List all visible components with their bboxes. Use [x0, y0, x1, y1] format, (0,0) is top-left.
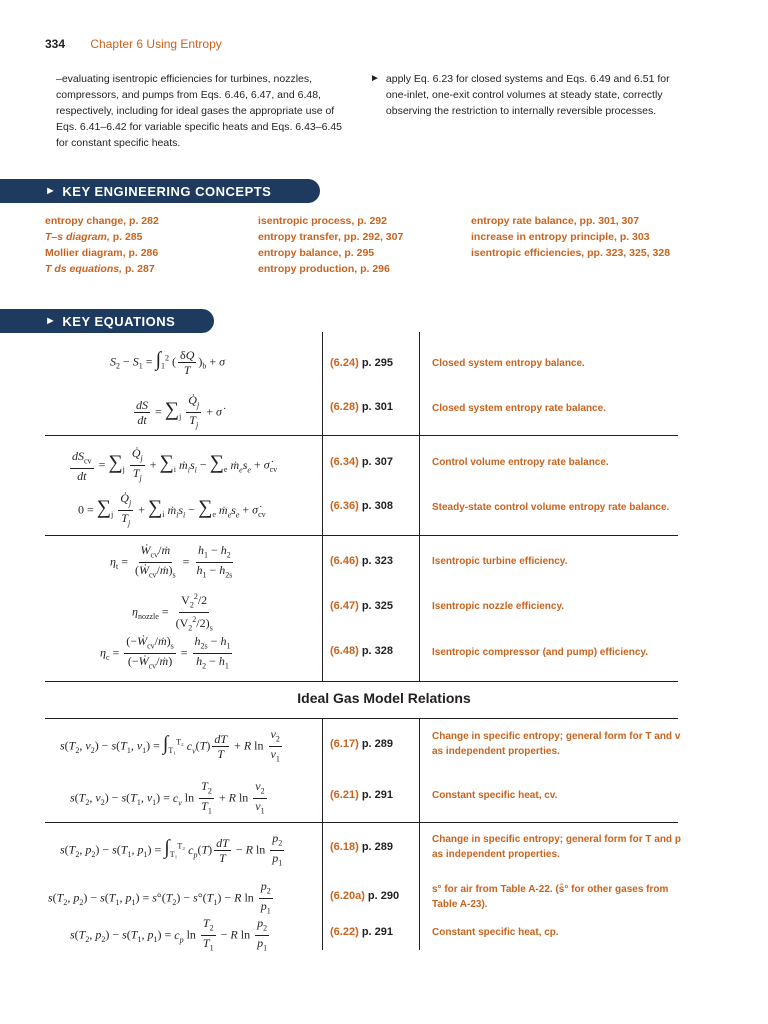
chapter-title: Chapter 6 Using Entropy [90, 37, 222, 51]
eq-description: Constant specific heat, cp. [432, 927, 559, 938]
equation-6-24: $S_2 - S_1 = \int_1^2$ ( $\frac{\delta Q}{T}$ )$_b + \sigma$ [110, 348, 226, 377]
equation-6-34: $\frac{dS_{cv}}{dt}$ = $\sum_j$ $\frac{Q̇_j}{T_j}$ + $\sum_i$ $ṁ_is_i - \sum_e$ $ṁ_es_e$ + $\sigmȧ_{cv}$ [72, 446, 278, 484]
equation-6-46: $\eta_t$ = $\frac{Ẇ_{cv}/ṁ}{(Ẇ_{cv}/ṁ)_s}$ = $\frac{h_1 - h_2}{h_1 - h_{2s}}$ [110, 543, 233, 580]
banner-triangle-icon: ► [45, 315, 57, 327]
equation-6-21: $s(T_2$, $v_2) - s(T_1$, $v_1) = c_v$ ln $\frac{T_2}{T_1}$ + R ln $\frac{v_2}{v_1}$ [70, 779, 265, 816]
eq-ref: (6.20a) p. 290 [330, 890, 400, 902]
ideal-gas-subheading: Ideal Gas Model Relations [297, 690, 471, 706]
row-divider [45, 435, 678, 436]
row-divider [45, 718, 678, 719]
concepts-grid [45, 213, 735, 277]
equation-6-48: $\eta_c$ = $\frac{(-Ẇ_{cv}/ṁ)_s}{(-Ẇ_{cv}/ṁ)}$ = $\frac{h_{2s} - h_1}{h_2 - h_1}$ [100, 634, 231, 671]
equation-6-28: $\frac{dS}{dt}$ = $\sum_j$ $\frac{Q̇_j}{T_j}$ + σ̇ [136, 393, 222, 430]
key-concepts-banner [0, 179, 320, 203]
eq-ref: (6.36) p. 308 [330, 500, 393, 512]
bullet-right [370, 71, 690, 119]
bullet-triangle-icon: ► [370, 73, 380, 84]
concept-item: isentropic efficiencies, pp. 323, 325, 328 [471, 247, 671, 259]
bullet-right-text: apply Eq. 6.23 for closed systems and Eqs. 6.49 and 6.51 for one-inlet, one-exit control volumes at steady state, correctly observing the restriction to internally reversible processes. [385, 73, 670, 117]
eq-description: Change in specific entropy; general form for T and p as independent properties. [432, 834, 681, 860]
row-divider [45, 535, 678, 536]
concept-item: entropy production, p. 296 [258, 263, 390, 275]
eq-description: Isentropic nozzle efficiency. [432, 601, 565, 612]
key-concepts-title: KEY ENGINEERING CONCEPTS [62, 183, 272, 199]
concept-item: increase in entropy principle, p. 303 [471, 231, 650, 243]
equation-6-47: $\eta_{nozzle}$ = $\frac{V_2^2/2}{(V_2^2/2)_s}$ [132, 592, 213, 633]
eq-ref: (6.18) p. 289 [330, 841, 393, 853]
eq-ref: (6.22) p. 291 [330, 926, 393, 938]
row-divider [45, 681, 678, 682]
eq-description: Change in specific entropy; general form for T and v as independent properties. [432, 731, 681, 757]
concept-item: Mollier diagram, p. 286 [45, 247, 159, 259]
column-divider [419, 332, 420, 682]
concept-item: entropy balance, p. 295 [258, 247, 375, 259]
eq-description: Isentropic turbine efficiency. [432, 556, 568, 567]
row-divider [45, 822, 678, 823]
key-equations-title: KEY EQUATIONS [62, 313, 176, 329]
column-divider [419, 718, 420, 950]
equation-6-17: $s(T_2$, $v_2) - s(T_1$, $v_1) = \int_{T_1}^{T_2}$ $c_v(T)$ $\frac{dT}{T}$ + R ln $\frac{v_2}{v_1}$ [60, 727, 280, 764]
eq-ref: (6.46) p. 323 [330, 555, 393, 567]
eq-ref: (6.28) p. 301 [330, 401, 393, 413]
concept-item: entropy transfer, pp. 292, 307 [258, 231, 404, 243]
eq-description: s° for air from Table A-22. (s̄° for other gases from Table A-23). [432, 884, 669, 910]
equation-6-20a: $s(T_2$, $p_2) - s(T_1$, $p_1) = s^\circ(T_2) - s^\circ(T_1) - R$ ln $\frac{p_2}{p_1}$ [48, 879, 271, 916]
concept-item: isentropic process, p. 292 [258, 215, 387, 227]
eq-description: Control volume entropy rate balance. [432, 457, 609, 468]
equation-6-36: $0 = \sum_j$ $\frac{Q̇_j}{T_j}$ + $\sum_i$ $ṁ_is_i - \sum_e$ $ṁ_es_e$ + $\sigmȧ_{cv}$ [78, 491, 266, 528]
eq-ref: (6.24) p. 295 [330, 357, 393, 369]
eq-ref: (6.17) p. 289 [330, 738, 393, 750]
eq-ref: (6.47) p. 325 [330, 600, 393, 612]
page-header [45, 37, 222, 51]
column-divider [322, 718, 323, 950]
concept-item: T ds equations, p. 287 [45, 263, 155, 275]
concept-item: entropy rate balance, pp. 301, 307 [471, 215, 640, 227]
bullet-left: –evaluating isentropic efficiencies for turbines, nozzles, compressors, and pumps from Eqs. 6.46, 6.47, and 6.48, respectively, including for ideal gases the appropriate use of Eqs. 6.41–6.42 for variable specific heats and Eqs. 6.43–6.45 for constant specific heats. [56, 73, 343, 149]
eq-description: Closed system entropy rate balance. [432, 403, 606, 414]
eq-description: Closed system entropy balance. [432, 358, 585, 369]
page-number: 334 [45, 37, 66, 51]
eq-ref: (6.21) p. 291 [330, 789, 393, 801]
key-equations-banner [0, 309, 214, 333]
column-divider [322, 332, 323, 682]
concept-item: entropy change, p. 282 [45, 215, 159, 227]
eq-description: Constant specific heat, cv. [432, 790, 558, 801]
concept-item: T–s diagram, p. 285 [45, 231, 143, 243]
equation-6-22: $s(T_2$, $p_2) - s(T_1$, $p_1) = c_p$ ln $\frac{T_2}{T_1}$ − R ln $\frac{p_2}{p_1}$ [70, 916, 268, 953]
eq-description: Isentropic compressor (and pump) efficiency. [432, 647, 648, 658]
eq-description: Steady-state control volume entropy rate balance. [432, 502, 670, 513]
eq-ref: (6.34) p. 307 [330, 456, 393, 468]
banner-triangle-icon: ► [45, 185, 57, 197]
equation-6-18: $s(T_2$, $p_2) - s(T_1$, $p_1) = \int_{T_1}^{T_2}$ $c_p(T)$ $\frac{dT}{T}$ − R ln $\frac{p_2}{p_1}$ [60, 831, 283, 868]
eq-ref: (6.48) p. 328 [330, 645, 393, 657]
